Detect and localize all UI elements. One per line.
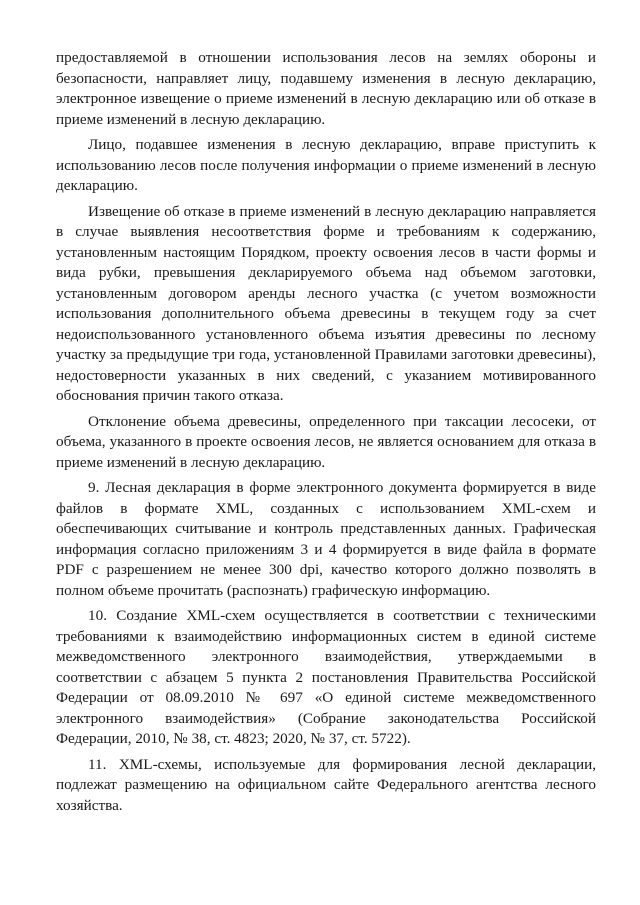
paragraph-item-10: 10. Создание XML-схем осуществляется в соответствии с техническими требованиями к взаимодействию информационных систем в единой системе межведомственного электронного взаимодействия, утверждаемыми в соответствии с абзацем 5 пункта 2 постановления Правительства Российской Федерации от 08.09.2010 № 697 «О единой системе межведомственного электронного взаимодействия» (Собрание законодательства Российской Федерации, 2010, № 38, ст. 4823; 2020, № 37, ст. 5722).: [56, 607, 596, 747]
paragraph-start-use: Лицо, подавшее изменения в лесную декларацию, вправе приступить к использованию лесов после получения информации о приеме изменений в лесную декларацию.: [56, 136, 596, 194]
document-page: [56, 48, 596, 821]
paragraph-volume-deviation: Отклонение объема древесины, определенного при таксации лесосеки, от объема, указанного в проекте освоения лесов, не является основанием для отказа в приеме изменений в лесную декларацию.: [56, 412, 596, 471]
paragraph-item-11: 11. XML-схемы, используемые для формирования лесной декларации, подлежат размещению на официальном сайте Федерального агентства лесного хозяйства.: [56, 755, 596, 814]
paragraph-refusal-notice: Извещение об отказе в приеме изменений в лесную декларацию направляется в случае выявления несоответствия форме и требованиям к содержанию, установленным настоящим Порядком, проекту освоения лесов в части формы и вида рубки, превышения декларируемого объема над объемом заготовки, установленным договором аренды лесного участка (с учетом возможности использования дополнительного объема древесины в текущем году за счет недоиспользованного установленного объема изъятия древесины по лесному участку за предыдущие три года, установленной Правилами заготовки древесины), недостоверности указанных в них сведений, с указанием мотивированного обоснования причин такого отказа.: [56, 202, 596, 404]
paragraph-item-9: 9. Лесная декларация в форме электронного документа формируется в виде файлов в формате XML, созданных с использованием XML-схем и обеспечивающих считывание и контроль представленных данных. Графическая информация согласно приложениям 3 и 4 формируется в виде файла в формате PDF с разрешением не менее 300 dpi, качество которого должно позволять в полном объеме прочитать (распознать) графическую информацию.: [56, 479, 596, 599]
paragraph-continuation: предоставляемой в отношении использования лесов на землях обороны и безопасности, направляет лицу, подавшему изменения в лесную декларацию, электронное извещение о приеме изменений в лесную декларацию или об отказе в приеме изменений в лесную декларацию.: [56, 49, 596, 128]
